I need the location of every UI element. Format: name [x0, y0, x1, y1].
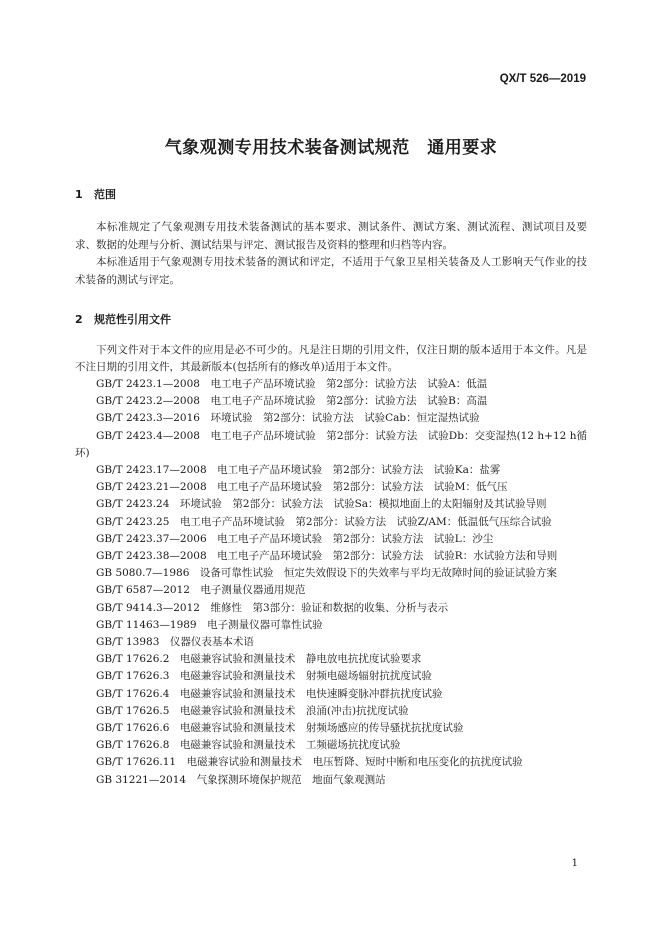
reference-item: GB/T 17626.3 电磁兼容试验和测量技术 射频电磁场辐射抗扰度试验 [96, 670, 432, 683]
reference-item: GB/T 2423.3—2016 环境试验 第2部分：试验方法 试验Cab：恒定湿热试验 [96, 412, 480, 425]
reference-item: GB/T 2423.17—2008 电工电子产品环境试验 第2部分：试验方法 试验Ka：盐雾 [96, 464, 501, 477]
reference-item: GB/T 9414.3—2012 维修性 第3部分：验证和数据的收集、分析与表示 [96, 601, 449, 614]
section-2-heading [75, 311, 171, 327]
reference-item: GB/T 2423.37—2006 电工电子产品环境试验 第2部分：试验方法 试验L：沙尘 [96, 532, 494, 545]
reference-item: GB/T 2423.21—2008 电工电子产品环境试验 第2部分：试验方法 试验M：低气压 [96, 481, 508, 494]
reference-list [75, 376, 587, 789]
reference-item: GB/T 17626.5 电磁兼容试验和测量技术 浪涌(冲击)抗扰度试验 [96, 704, 409, 717]
section-2-title: 规范性引用文件 [94, 313, 171, 326]
section-2-number: 2 [75, 313, 83, 326]
reference-item: GB/T 17626.11 电磁兼容试验和测量技术 电压暂降、短时中断和电压变化的抗扰度试验 [96, 756, 523, 769]
scope-paragraph-1: 本标准规定了气象观测专用技术装备测试的基本要求、测试条件、测试方案、测试流程、测试项目及要求、数据的处理与分析、测试结果与评定、测试报告及资料的整理和归档等内容。 [75, 221, 587, 251]
reference-item: GB/T 11463—1989 电子测量仪器可靠性试验 [96, 618, 323, 631]
reference-item: GB/T 6587—2012 电子测量仪器通用规范 [96, 584, 306, 597]
reference-item: GB/T 2423.24 环境试验 第2部分：试验方法 试验Sa：模拟地面上的太阳辐射及其试验导则 [96, 498, 547, 511]
reference-item: GB/T 17626.2 电磁兼容试验和测量技术 静电放电抗扰度试验要求 [96, 653, 422, 666]
reference-item: GB 31221—2014 气象探测环境保护规范 地面气象观测站 [96, 773, 386, 786]
scope-paragraph-2: 本标准适用于气象观测专用技术装备的测试和评定，不适用于气象卫星相关装备及人工影响天气作业的技术装备的测试与评定。 [75, 256, 587, 286]
document-title: 气象观测专用技术装备测试规范 通用要求 [164, 138, 498, 158]
reference-item: GB/T 2423.38—2008 电工电子产品环境试验 第2部分：试验方法 试验R：水试验方法和导则 [96, 550, 558, 563]
reference-item: GB 5080.7—1986 设备可靠性试验 恒定失效假设下的失效率与平均无故障时间的验证试验方案 [96, 567, 557, 580]
section-1-number: 1 [75, 188, 83, 201]
reference-item: GB/T 2423.2—2008 电工电子产品环境试验 第2部分：试验方法 试验B：高温 [96, 395, 488, 408]
page-number: 1 [571, 858, 578, 869]
reference-item: GB/T 17626.4 电磁兼容试验和测量技术 电快速瞬变脉冲群抗扰度试验 [96, 687, 443, 700]
normative-references-intro: 下列文件对于本文件的应用是必不可少的。凡是注日期的引用文件，仅注日期的版本适用于本文件。凡是不注日期的引用文件，其最新版本(包括所有的修改单)适用于本文件。 [75, 344, 587, 374]
reference-item: GB/T 2423.25 电工电子产品环境试验 第2部分：试验方法 试验Z/AM：低温低气压综合试验 [96, 515, 552, 528]
reference-item: GB/T 2423.1—2008 电工电子产品环境试验 第2部分：试验方法 试验A：低温 [96, 378, 488, 390]
reference-item: GB/T 17626.8 电磁兼容试验和测量技术 工频磁场抗扰度试验 [96, 739, 401, 752]
section-1-heading [75, 186, 116, 202]
reference-item: GB/T 2423.4—2008 电工电子产品环境试验 第2部分：试验方法 试验Db：交变湿热(12 h+12 h循环) [75, 429, 587, 459]
section-1-title: 范围 [94, 188, 116, 201]
reference-item: GB/T 13983 仪器仪表基本术语 [96, 636, 254, 649]
document-code: QX/T 526—2019 [499, 73, 586, 85]
reference-item: GB/T 17626.6 电磁兼容试验和测量技术 射频场感应的传导骚扰抗扰度试验 [96, 722, 464, 735]
